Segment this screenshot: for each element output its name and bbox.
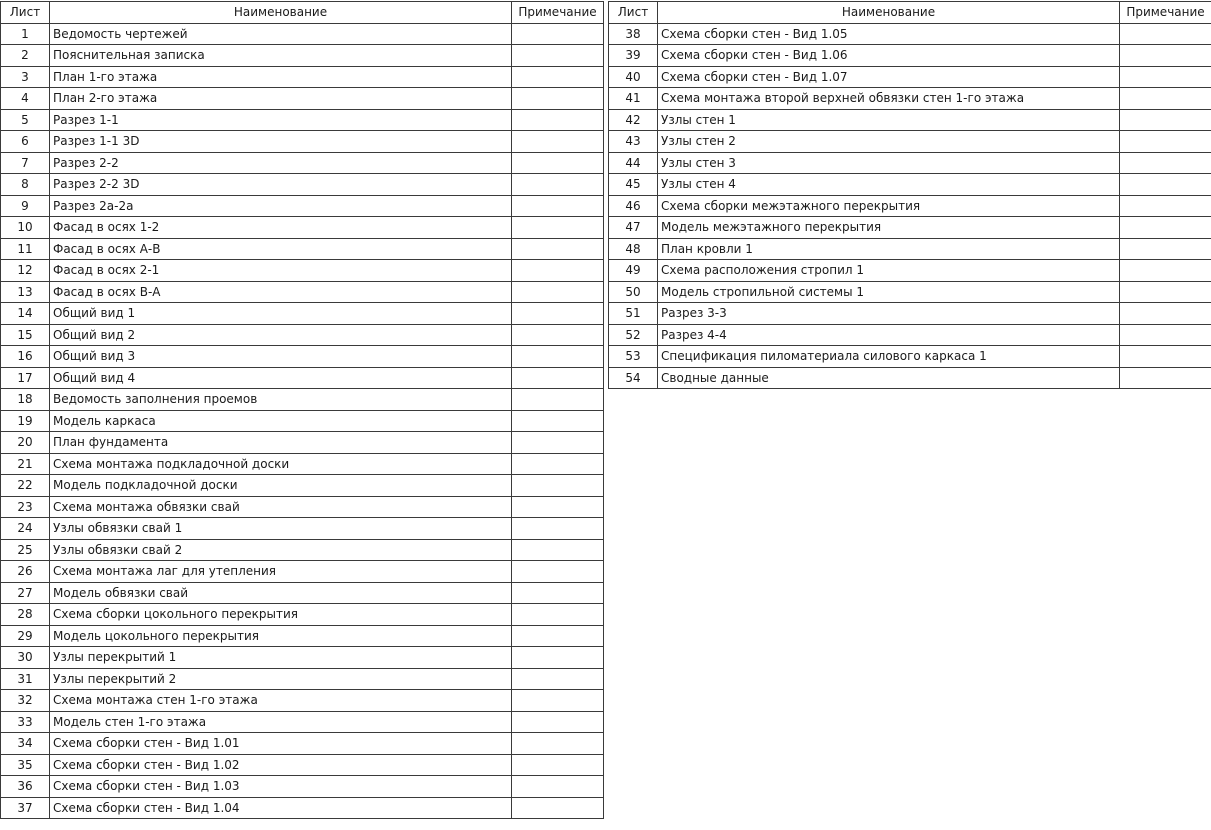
sheet-note xyxy=(512,776,604,798)
sheet-name: Разрез 2-2 3D xyxy=(50,174,512,196)
header-sheet: Лист xyxy=(1,2,50,24)
header-name: Наименование xyxy=(658,2,1120,24)
sheet-name: Схема сборки стен - Вид 1.02 xyxy=(50,754,512,776)
sheet-number: 43 xyxy=(609,131,658,153)
table-row xyxy=(609,281,1211,303)
sheet-name: Общий вид 2 xyxy=(50,324,512,346)
sheet-name: Разрез 2а-2а xyxy=(50,195,512,217)
sheet-number: 37 xyxy=(1,797,50,819)
sheet-number: 28 xyxy=(1,604,50,626)
sheet-name: Схема сборки стен - Вид 1.01 xyxy=(50,733,512,755)
sheet-note xyxy=(1120,195,1211,217)
sheet-name: Модель цокольного перекрытия xyxy=(50,625,512,647)
table-row xyxy=(609,346,1211,368)
sheet-number: 42 xyxy=(609,109,658,131)
sheet-note xyxy=(512,733,604,755)
sheet-note xyxy=(512,195,604,217)
sheet-name: Фасад в осях 2-1 xyxy=(50,260,512,282)
table-row xyxy=(609,174,1211,196)
sheet-name: Модель подкладочной доски xyxy=(50,475,512,497)
table-row xyxy=(1,217,604,239)
table-row xyxy=(1,152,604,174)
table-row xyxy=(609,367,1211,389)
sheet-name: Разрез 1-1 3D xyxy=(50,131,512,153)
sheet-name: Разрез 4-4 xyxy=(658,324,1120,346)
sheet-note xyxy=(512,260,604,282)
sheet-note xyxy=(512,88,604,110)
sheet-name: Узлы стен 2 xyxy=(658,131,1120,153)
sheet-note xyxy=(1120,217,1211,239)
sheet-name: Узлы обвязки свай 2 xyxy=(50,539,512,561)
table-row xyxy=(1,174,604,196)
table-row xyxy=(1,324,604,346)
table-row xyxy=(1,733,604,755)
sheet-number: 38 xyxy=(609,23,658,45)
sheet-name: Модель обвязки свай xyxy=(50,582,512,604)
sheet-name: Схема монтажа второй верхней обвязки стен 1-го этажа xyxy=(658,88,1120,110)
sheet-note xyxy=(1120,260,1211,282)
sheet-note xyxy=(1120,281,1211,303)
sheet-note xyxy=(1120,238,1211,260)
sheet-number: 19 xyxy=(1,410,50,432)
table-row xyxy=(609,88,1211,110)
sheet-note xyxy=(512,690,604,712)
sheet-note xyxy=(512,367,604,389)
sheet-number: 26 xyxy=(1,561,50,583)
sheet-note xyxy=(1120,88,1211,110)
table-row xyxy=(1,668,604,690)
header-name: Наименование xyxy=(50,2,512,24)
sheet-name: Схема сборки стен - Вид 1.06 xyxy=(658,45,1120,67)
sheet-number: 41 xyxy=(609,88,658,110)
sheet-note xyxy=(512,389,604,411)
sheet-number: 29 xyxy=(1,625,50,647)
table-row xyxy=(609,131,1211,153)
sheet-number: 1 xyxy=(1,23,50,45)
table-row xyxy=(1,475,604,497)
table-row xyxy=(609,324,1211,346)
table-row xyxy=(1,625,604,647)
sheet-number: 15 xyxy=(1,324,50,346)
sheet-number: 6 xyxy=(1,131,50,153)
sheet-name: План 1-го этажа xyxy=(50,66,512,88)
sheet-note xyxy=(512,109,604,131)
table-row xyxy=(609,109,1211,131)
sheet-note xyxy=(1120,346,1211,368)
table-row xyxy=(1,88,604,110)
table-row xyxy=(609,217,1211,239)
sheet-number: 23 xyxy=(1,496,50,518)
sheet-name: Узлы стен 4 xyxy=(658,174,1120,196)
sheet-name: Разрез 3-3 xyxy=(658,303,1120,325)
table-row xyxy=(609,45,1211,67)
sheet-note xyxy=(512,647,604,669)
table-row xyxy=(1,453,604,475)
sheet-name: Модель стропильной системы 1 xyxy=(658,281,1120,303)
sheet-number: 3 xyxy=(1,66,50,88)
sheet-note xyxy=(512,66,604,88)
sheet-note xyxy=(512,45,604,67)
table-row xyxy=(1,303,604,325)
sheet-name: Схема монтажа обвязки свай xyxy=(50,496,512,518)
sheet-note xyxy=(512,346,604,368)
sheet-number: 45 xyxy=(609,174,658,196)
sheet-note xyxy=(512,668,604,690)
sheet-number: 53 xyxy=(609,346,658,368)
sheet-name: Фасад в осях А-В xyxy=(50,238,512,260)
sheet-name: Схема монтажа лаг для утепления xyxy=(50,561,512,583)
sheet-name: Узлы стен 3 xyxy=(658,152,1120,174)
sheet-note xyxy=(1120,109,1211,131)
sheet-number: 51 xyxy=(609,303,658,325)
table-row xyxy=(1,23,604,45)
sheet-name: Схема монтажа подкладочной доски xyxy=(50,453,512,475)
sheet-number: 52 xyxy=(609,324,658,346)
sheet-note xyxy=(512,432,604,454)
table-row xyxy=(1,45,604,67)
sheet-number: 4 xyxy=(1,88,50,110)
table-row xyxy=(1,238,604,260)
sheet-number: 20 xyxy=(1,432,50,454)
sheet-name: Схема сборки стен - Вид 1.04 xyxy=(50,797,512,819)
table-row xyxy=(1,604,604,626)
sheet-note xyxy=(512,324,604,346)
sheet-note xyxy=(1120,66,1211,88)
sheet-number: 34 xyxy=(1,733,50,755)
table-row xyxy=(1,195,604,217)
sheet-name: Схема сборки стен - Вид 1.07 xyxy=(658,66,1120,88)
sheet-number: 25 xyxy=(1,539,50,561)
right-table-body xyxy=(609,23,1211,389)
sheet-number: 40 xyxy=(609,66,658,88)
table-row xyxy=(1,281,604,303)
sheet-note xyxy=(1120,23,1211,45)
sheet-note xyxy=(512,152,604,174)
sheet-name: Фасад в осях В-А xyxy=(50,281,512,303)
sheet-number: 8 xyxy=(1,174,50,196)
table-row xyxy=(1,690,604,712)
sheet-name: Модель межэтажного перекрытия xyxy=(658,217,1120,239)
sheet-name: Схема расположения стропил 1 xyxy=(658,260,1120,282)
sheet-note xyxy=(512,410,604,432)
header-note: Примечание xyxy=(512,2,604,24)
header-note: Примечание xyxy=(1120,2,1211,24)
sheet-number: 30 xyxy=(1,647,50,669)
sheet-name: Схема монтажа стен 1-го этажа xyxy=(50,690,512,712)
sheet-name: Схема сборки стен - Вид 1.05 xyxy=(658,23,1120,45)
sheet-note xyxy=(512,754,604,776)
sheet-note xyxy=(512,238,604,260)
sheet-number: 22 xyxy=(1,475,50,497)
sheet-name: Схема сборки межэтажного перекрытия xyxy=(658,195,1120,217)
sheet-note xyxy=(1120,174,1211,196)
sheet-note xyxy=(512,174,604,196)
sheet-number: 13 xyxy=(1,281,50,303)
table-row xyxy=(1,539,604,561)
sheet-name: Разрез 1-1 xyxy=(50,109,512,131)
sheet-number: 2 xyxy=(1,45,50,67)
sheet-note xyxy=(512,303,604,325)
sheet-name: План фундамента xyxy=(50,432,512,454)
table-row xyxy=(1,711,604,733)
left-table-body xyxy=(1,23,604,819)
table-row xyxy=(1,518,604,540)
table-row xyxy=(609,66,1211,88)
sheet-name: Модель стен 1-го этажа xyxy=(50,711,512,733)
sheet-note xyxy=(512,23,604,45)
sheet-name: Общий вид 4 xyxy=(50,367,512,389)
sheet-note xyxy=(512,131,604,153)
sheet-number: 14 xyxy=(1,303,50,325)
sheet-number: 11 xyxy=(1,238,50,260)
sheet-note xyxy=(1120,131,1211,153)
sheet-number: 21 xyxy=(1,453,50,475)
sheet-number: 36 xyxy=(1,776,50,798)
sheet-number: 9 xyxy=(1,195,50,217)
table-row xyxy=(609,152,1211,174)
sheet-number: 49 xyxy=(609,260,658,282)
sheet-index-table-right xyxy=(608,1,1211,389)
table-row xyxy=(1,582,604,604)
sheet-name: Общий вид 1 xyxy=(50,303,512,325)
sheet-note xyxy=(512,496,604,518)
table-row xyxy=(1,346,604,368)
sheet-number: 24 xyxy=(1,518,50,540)
sheet-number: 27 xyxy=(1,582,50,604)
sheet-number: 12 xyxy=(1,260,50,282)
sheet-note xyxy=(512,625,604,647)
sheet-note xyxy=(512,561,604,583)
sheet-name: Спецификация пиломатериала силового каркаса 1 xyxy=(658,346,1120,368)
sheet-number: 32 xyxy=(1,690,50,712)
sheet-number: 47 xyxy=(609,217,658,239)
table-row xyxy=(1,131,604,153)
sheet-name: Узлы стен 1 xyxy=(658,109,1120,131)
table-row xyxy=(609,303,1211,325)
sheet-note xyxy=(512,539,604,561)
sheet-note xyxy=(1120,303,1211,325)
sheet-name: Пояснительная записка xyxy=(50,45,512,67)
table-row xyxy=(1,797,604,819)
sheet-number: 17 xyxy=(1,367,50,389)
sheet-note xyxy=(512,518,604,540)
sheet-note xyxy=(1120,324,1211,346)
table-row xyxy=(1,66,604,88)
table-row xyxy=(1,647,604,669)
sheet-name: Схема сборки стен - Вид 1.03 xyxy=(50,776,512,798)
sheet-number: 50 xyxy=(609,281,658,303)
sheet-note xyxy=(512,281,604,303)
sheet-note xyxy=(512,604,604,626)
sheet-number: 18 xyxy=(1,389,50,411)
sheet-note xyxy=(512,582,604,604)
sheet-note xyxy=(1120,367,1211,389)
sheet-name: Разрез 2-2 xyxy=(50,152,512,174)
sheet-note xyxy=(512,453,604,475)
sheet-name: Узлы перекрытий 1 xyxy=(50,647,512,669)
sheet-name: Сводные данные xyxy=(658,367,1120,389)
table-row xyxy=(1,754,604,776)
sheet-name: Модель каркаса xyxy=(50,410,512,432)
table-row xyxy=(1,496,604,518)
table-row xyxy=(1,561,604,583)
table-row xyxy=(1,367,604,389)
header-row xyxy=(1,2,604,24)
sheet-number: 39 xyxy=(609,45,658,67)
sheet-name: Узлы обвязки свай 1 xyxy=(50,518,512,540)
table-row xyxy=(1,389,604,411)
sheet-note xyxy=(1120,45,1211,67)
header-sheet: Лист xyxy=(609,2,658,24)
table-row xyxy=(1,109,604,131)
sheet-name: Схема сборки цокольного перекрытия xyxy=(50,604,512,626)
header-row xyxy=(609,2,1211,24)
sheet-name: Общий вид 3 xyxy=(50,346,512,368)
sheet-number: 16 xyxy=(1,346,50,368)
table-row xyxy=(609,195,1211,217)
sheet-name: Ведомость заполнения проемов xyxy=(50,389,512,411)
table-row xyxy=(1,260,604,282)
table-row xyxy=(1,776,604,798)
table-row xyxy=(609,238,1211,260)
sheet-number: 44 xyxy=(609,152,658,174)
sheet-note xyxy=(512,475,604,497)
table-row xyxy=(1,410,604,432)
sheet-number: 48 xyxy=(609,238,658,260)
sheet-number: 54 xyxy=(609,367,658,389)
sheet-index-table-left xyxy=(0,1,604,819)
sheet-name: Ведомость чертежей xyxy=(50,23,512,45)
sheet-name: Фасад в осях 1-2 xyxy=(50,217,512,239)
sheet-note xyxy=(1120,152,1211,174)
table-row xyxy=(609,23,1211,45)
sheet-note xyxy=(512,711,604,733)
sheet-name: План 2-го этажа xyxy=(50,88,512,110)
sheet-number: 7 xyxy=(1,152,50,174)
sheet-number: 31 xyxy=(1,668,50,690)
sheet-number: 5 xyxy=(1,109,50,131)
sheet-number: 10 xyxy=(1,217,50,239)
sheet-number: 46 xyxy=(609,195,658,217)
sheet-number: 35 xyxy=(1,754,50,776)
table-row xyxy=(609,260,1211,282)
sheet-number: 33 xyxy=(1,711,50,733)
table-row xyxy=(1,432,604,454)
sheet-name: Узлы перекрытий 2 xyxy=(50,668,512,690)
sheet-note xyxy=(512,797,604,819)
sheet-note xyxy=(512,217,604,239)
sheet-name: План кровли 1 xyxy=(658,238,1120,260)
